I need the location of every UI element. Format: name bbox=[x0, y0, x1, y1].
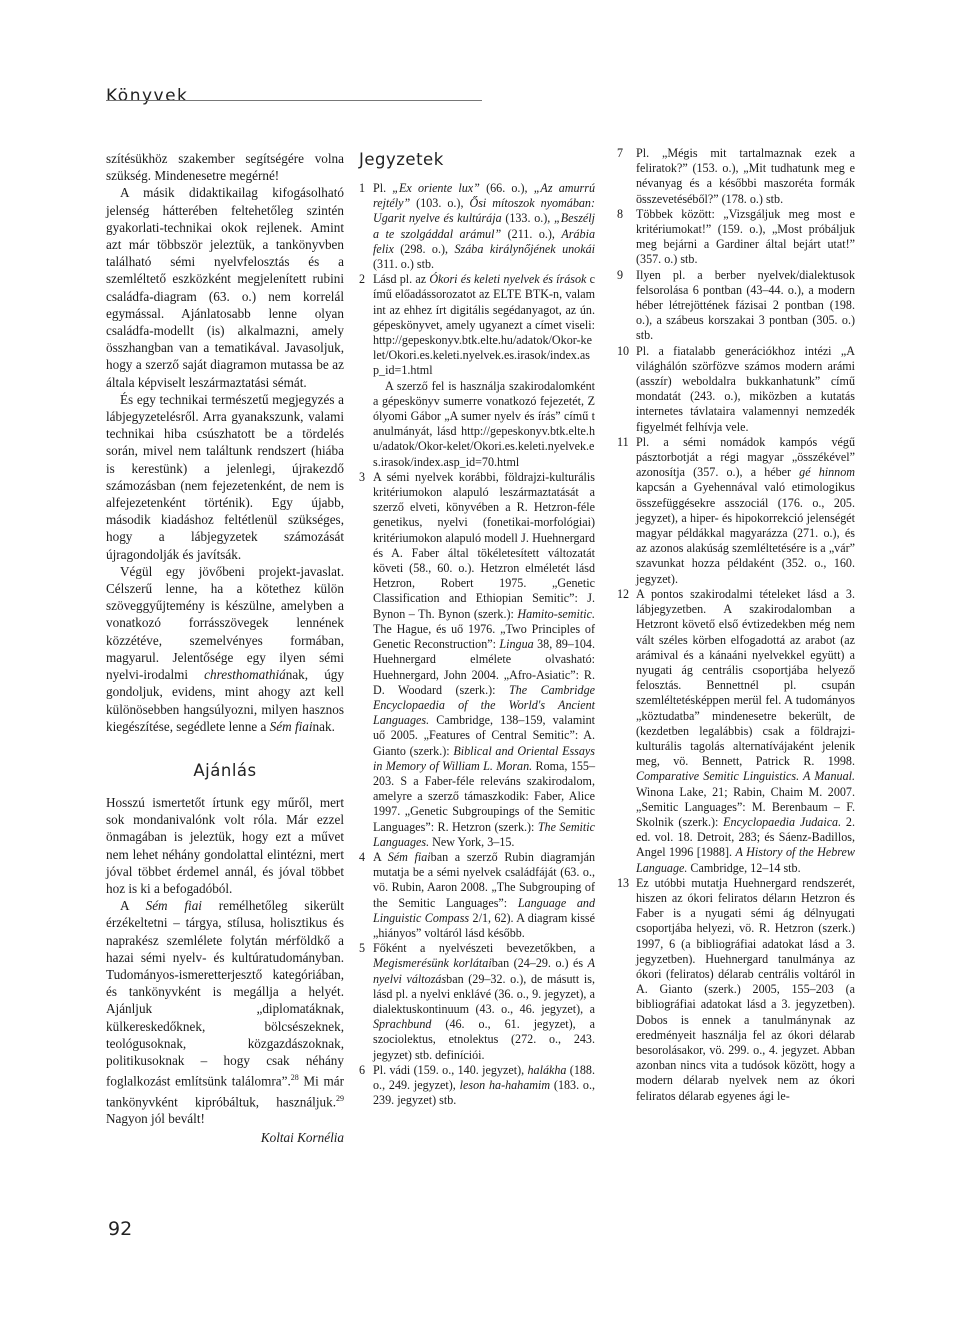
paragraph: szítésükhöz szakember segítségére volna szükség. Mindenesetre megérné! bbox=[106, 151, 344, 184]
paragraph: Hosszú ismertetőt írtunk egy műről, mert sok mondanivalónk volt róla. Már ezzel önmagában is jeleztük, hogy ezt a művet nem lehet néhány gondolattal elintézni, mert jóval többet érdemel annál, és jóval többet hoz is ki a befogadóból. bbox=[106, 794, 344, 896]
footnote-number: 6 bbox=[359, 1062, 366, 1077]
author-signature: Koltai Kornélia bbox=[260, 1129, 344, 1145]
header-rule bbox=[106, 100, 482, 101]
footnote: 6 Pl. vádi (159. o., 140. jegyzet), halákha (188. o., 249. jegyzet), leson ha-hahamim (183. o., 239. jegyzet) stb. bbox=[359, 1062, 595, 1108]
paragraph: És egy technikai természetű megjegyzés a lábjegyzetelésről. Arra gyanakszunk, valami technikai hiba csúszhatott be a tördelés során, mivel nem találtunk rendszert (hiába is kerestünk) a jelenlegi, újrakezdő számozásban (nem fejezetenként, de nem is alfejezetenként történik). Egy újabb, második kiadáshoz feltétlenül szükséges, hogy a lábjegyzetek számozását újragondolják és javítsák. bbox=[106, 391, 344, 562]
footnote-number: 10 bbox=[617, 343, 630, 358]
footnote-number: 7 bbox=[617, 146, 624, 160]
footnote-number: 3 bbox=[359, 469, 366, 484]
notes-column-continued bbox=[617, 146, 855, 1104]
main-text-column bbox=[106, 150, 344, 1146]
notes-column bbox=[359, 150, 595, 1108]
footnote: 10 Pl. a fiatalabb generációkhoz intézi „A világhálón szörfözve számos modern arámi (asszír) weboldalra bukkanhatunk” című mondatát (243. o.), miközben a kutatás internetes távlataira valamennyi nemzedék figyelmét felhívja vele. bbox=[617, 343, 855, 434]
footnote-ref: 29 bbox=[336, 1093, 344, 1103]
footnote-number: 2 bbox=[359, 272, 366, 287]
footnote: 12 A pontos szakirodalmi tételeket lásd a 3. lábjegyzetben. A szakirodalomban a Hetzront követő első évtizedekben még nem vált széles körben elfogadottá az arabot (az arámival és a kánaáni nyelvekkel együtt) a nyugati ág centrális csoportjába helyező felosztás. Bennettnél pl. csupán szemléltetésképpen merül fel. A tudományos „köztudatba” mindenesetre bekerült, de (kezdetben legalábbis) csak a földrajzi-kulturális tagolás alternatívájaként jelenik meg, vö. Bennett, Patrick R. 1998. Comparative Semitic Linguistics. A Manual. Winona Lake, 21; Rabin, Chaim M. 2007. „Semitic Languages”: M. Berenbaum – F. Skolnik (szerk.): Encyclopaedia Judaica. 2. ed. vol. 18. Detroit, 283; és Sáenz-Badillos, Angel 1996 [1988]. A History of the Hebrew Language. Cambridge, 12–14 stb. bbox=[617, 586, 855, 875]
page-number: 92 bbox=[108, 1218, 133, 1240]
footnote-number: 13 bbox=[617, 875, 630, 890]
footnote: 3 A sémi nyelvek korábbi, földrajzi-kulturális kritériumokon alapuló leszármaztatását a szerző elveti, könyvében a R. Hetzron-féle genetikus, nyelvi (fonetikai-morfológiai) kritériumokon alapuló modell J. Huehnergard és A. Faber által tökéletesített változatát követi (58., 60. o.). Hetzron elméletét lásd Hetzron, Robert 1975. „Genetic Classification and Ethiopian Semitic”: J. Bynon – Th. Bynon (szerk.): Hamito-semitic. The Hague, és uő 1976. „Two Principles of Genetic Reconstruction”: Lingua 38, 89–104. Huehnergard elmélete olvasható: Huehnergard, John 2004. „Afro-Asiatic”: R. D. Woodard (szerk.): The Cambridge Encyclopaedia of the World's Ancient Languages. Cambridge, 138–159, valamint uő 2005. „Features of Central Semitic”: A. Gianto (szerk.): Biblical and Oriental Essays in Memory of William L. Moran. Roma, 155–203. S a Faber-féle releváns szakirodalom, amelyre a szerző támaszkodik: Faber, Alice 1997. „Genetic Subgroupings of the Semitic Languages”: R. Hetzron (szerk.): The Semitic Languages. New York, 3–15. bbox=[359, 469, 595, 849]
footnote: 11 Pl. a sémi nomádok kampós végű pásztorbotját a régi magyar „összékével” azonosítja (357. o.), a héber gé hinnom kapcsán a Gyehennával való etimologikus összefüggésekre asszociál (176. o., 205. jegyzet), a hiper- és hipokorrekció jelenségét magyar példákkal magyarázza (271. o.), és az azonos alakúság szemléltetésére is a „vár” szavunkat hozza példaként (352. o., 160. jegyzet). bbox=[617, 434, 855, 586]
footnote: 8 Többek között: „Vizsgáljuk meg most e kritériumokat!” (159. o.), „Most próbáljuk meg bejárni a Gardiner által bejárt utat!” (357. o.) stb. bbox=[617, 206, 855, 267]
footnote-number: 9 bbox=[617, 267, 624, 282]
footnote: 7 Pl. „Mégis mit tartalmaznak ezek a feliratok?” (153. o.), „Mit tudhatunk meg e névanyag és a későbbi maszoréta formák összevetéséből?” (178. o.) stb. bbox=[617, 146, 855, 206]
footnote-number: 5 bbox=[359, 941, 366, 956]
footnote-number: 4 bbox=[359, 849, 366, 864]
notes-heading: Jegyzetek bbox=[359, 150, 444, 169]
footnote-number: 12 bbox=[617, 586, 630, 601]
paragraph: A másik didaktikailag kifogásolható jelenség hátterében feltehetőleg szintén gyakorlati-technikai okok rejlenek. Amint azt már többször jeleztük, a tankönyvben található sémi nyelvfelosztás és a szemléltető eszközként megjelenített rubini családfa-diagram (63. o.) nem korrelál egymással. Ajánlatosabb lenne olyan családfa-modellt (is) alkalmazni, amely összhangban van a tematikával. Javasoljuk, hogy a szerző saját diagramon mutassa be az általa képviselt leszármaztatási sémát. bbox=[106, 185, 344, 390]
paragraph: Végül egy jövőbeni projekt-javaslat. Célszerű lenne, ha a kötethez külön szöveggyűjtemény is készülne, amelyben a vonatkozó forrásszövegek lennének közzétéve, szemelvényes formában, magyarul. Jelentősége egy ilyen sémi nyelvi-irodalmi chresthomathiának, úgy gondoljuk, evidens, mint ahogy azt kell különösebben hangsúlyozni, milyen hasznos kiegészítése, segédlete lenne a Sém fiainak. bbox=[106, 563, 344, 734]
footnote: 9 Ilyen pl. a berber nyelvek/dialektusok felsorolása 6 pontban (43–44. o.), a modern héber létrejöttének fázisai 2 pontban (198. o.), a szábeus korszakai 3 pontban (305. o.) stb. bbox=[617, 267, 855, 343]
paragraph: A Sém fiai remélhetőleg sikerült érzékeltetni – tárgya, stílusa, holisztikus és naprakész szemlélete folytán mérföldkő a hazai sémi nyelv- és kultúratudományban. Tudományos-ismeretterjesztő kategóriában, és tankönyvként is megállja a helyét. Ajánljuk „diplomatáknak, külkereskedőknek, bölcsészeknek, teológusoknak, közgazdászoknak, politikusoknak – hogy csak néhány foglalkozást említsünk találomra”.$^{28}$ Mi már tankönyvként kipróbáltuk, használjuk.$^{29}$ Nagyon jól bevált! bbox=[106, 898, 344, 1127]
footnote-number: 1 bbox=[359, 181, 366, 195]
footnote-number: 8 bbox=[617, 206, 624, 221]
footnote: 5 Főként a nyelvészeti bevezetőkben, a Megismerésünk korlátaiban (24–29. o.) és A nyelvi változásban (29–32. o.), de másutt is, lásd pl. a nyelvi enklávé (36. o., 9. jegyzet), a dialektuskontinuum (43. o., 46. jegyzet), a Sprachbund (46. o., 61. jegyzet), a szociolektus, etnolektus (272. o., 243. jegyzet) stb. definíciói. bbox=[359, 941, 596, 1062]
section-heading: Ajánlás bbox=[193, 760, 257, 780]
running-header-title: Könyvek bbox=[106, 86, 189, 106]
footnote-number: 11 bbox=[617, 434, 629, 449]
footnote: 4 A Sém fiaiban a szerző Rubin diagramján mutatja be a sémi nyelvek családfáját (63. o., vö. Rubin, Aaron 2008. „The Subgrouping of the Semitic Languages”: Language and Linguistic Compass 2/1, 62). A diagram kissé „hiányos” voltáról lásd később. bbox=[359, 849, 596, 940]
footnote: 13 Ez utóbbi mutatja Huehnergard rendszerét, hiszen az ókori feliratos déların Hetzron és Faber is a nyugati sémi ág délnyugati csoportjába helyezi, vö. R. Hetzron (szerk.) 1997, 6 (a bibliográfiai adatokat lásd a 3. jegyzetben). Huehnergard tanulmánya az ókori (feliratos) délarab centrális voltáról in A. Gianto (szerk.) 2005, 155–203 (a bibliográfiai adatokat lásd a 3. jegyzetben). Dobos is ennek a tanulmánynak az eredményeit használja fel az ókori délarab besorolásakor, vö. 299. o., 4. jegyzet. Abban azonban nincs vita a tudósok között, hogy a modern délarab nyelvek nem az ókori feliratos délarab egyenes ági le- bbox=[617, 875, 855, 1103]
footnote-ref: 28 bbox=[290, 1073, 299, 1083]
footnote: 2 Lásd pl. az Ókori és keleti nyelvek és írások című előadássorozatot az ELTE BTK-n, valamint az ehhez írt digitális segédanyagot, az ún. gépeskönyvet, amely ugyanezt a címet viseli: http://gepeskonyv.btk.elte.hu/adatok/Okor-kelet/Okori.es.keleti.nyelvek.es.irasok/index.asp_id=1.html A szerző fel is használja szakirodalomként a gépeskönyv sumerre vonatkozó fejezetét, Zólyomi Gábor „A sumer nyelv és írás” című tanulmányát, lásd http://gepeskonyv.btk.elte.hu/adatok/Okor-kelet/Okori.es.keleti.nyelvek.es.irasok/index.asp_id=70.html bbox=[359, 272, 595, 469]
footnote: 1 Pl. „Ex oriente lux” (66. o.), „Az amurrú rejtély” (103. o.), Ősi mítoszok nyomában: Ugarit nyelve és kultúrája (133. o.), „Beszélj a te szolgáddal arámul” (211. o.), Arábia felix (298. o.), Szába királynőjének unokái (311. o.) stb. bbox=[359, 181, 595, 272]
